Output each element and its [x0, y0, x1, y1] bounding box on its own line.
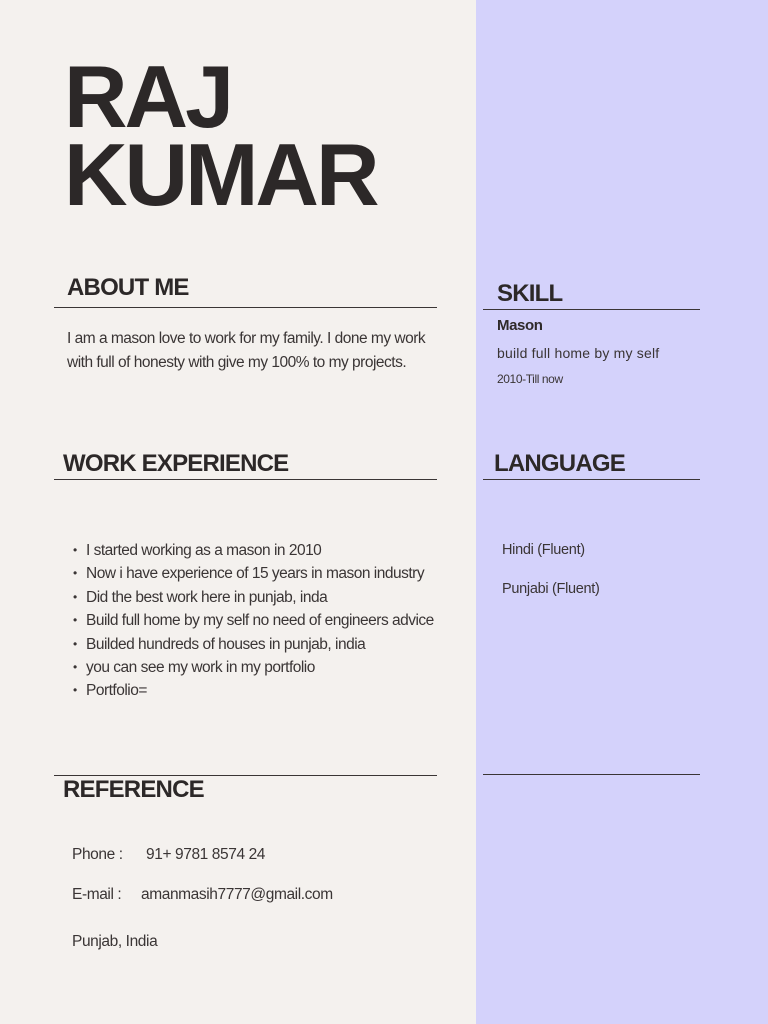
work-experience-heading: WORK EXPERIENCE — [63, 450, 289, 477]
about-divider — [54, 307, 437, 308]
skill-heading: SKILL — [497, 280, 563, 307]
language-item: Punjabi (Fluent) — [502, 581, 600, 597]
list-item: • Build full home by my self no need of engineers advice — [66, 609, 434, 632]
first-name: RAJ — [64, 47, 232, 146]
sidebar-bottom-divider — [483, 774, 700, 775]
resume-name — [64, 47, 377, 224]
last-name: KUMAR — [64, 125, 377, 224]
list-item: • Builded hundreds of houses in punjab, india — [66, 633, 434, 656]
location-text: Punjab, India — [72, 933, 158, 950]
about-heading: ABOUT ME — [67, 274, 189, 301]
list-item: • Now i have experience of 15 years in mason industry — [66, 562, 434, 585]
work-experience-divider — [54, 479, 437, 480]
skill-title: Mason — [497, 317, 543, 334]
language-divider — [483, 479, 700, 480]
phone-label: Phone : — [72, 846, 123, 863]
sidebar-panel — [476, 0, 768, 1024]
phone-value: 91+ 9781 8574 24 — [146, 846, 266, 863]
list-item: • Did the best work here in punjab, inda — [66, 586, 434, 609]
email-label: E-mail : — [72, 886, 122, 903]
reference-heading: REFERENCE — [63, 776, 204, 803]
list-item: • you can see my work in my portfolio — [66, 656, 434, 679]
about-text: I am a mason love to work for my family. I done my work with full of honesty with give my 100% to my projects. — [67, 330, 426, 371]
language-heading: LANGUAGE — [494, 450, 625, 477]
skill-dates: 2010-Till now — [497, 372, 563, 386]
skill-divider — [483, 309, 700, 310]
list-item: • Portfolio= — [66, 679, 434, 702]
work-experience-list — [66, 539, 434, 703]
skill-description: build full home by my self — [497, 345, 660, 361]
email-value: amanmasih7777@gmail.com — [141, 886, 333, 903]
language-item: Hindi (Fluent) — [502, 542, 585, 558]
list-item: • I started working as a mason in 2010 — [66, 539, 434, 562]
